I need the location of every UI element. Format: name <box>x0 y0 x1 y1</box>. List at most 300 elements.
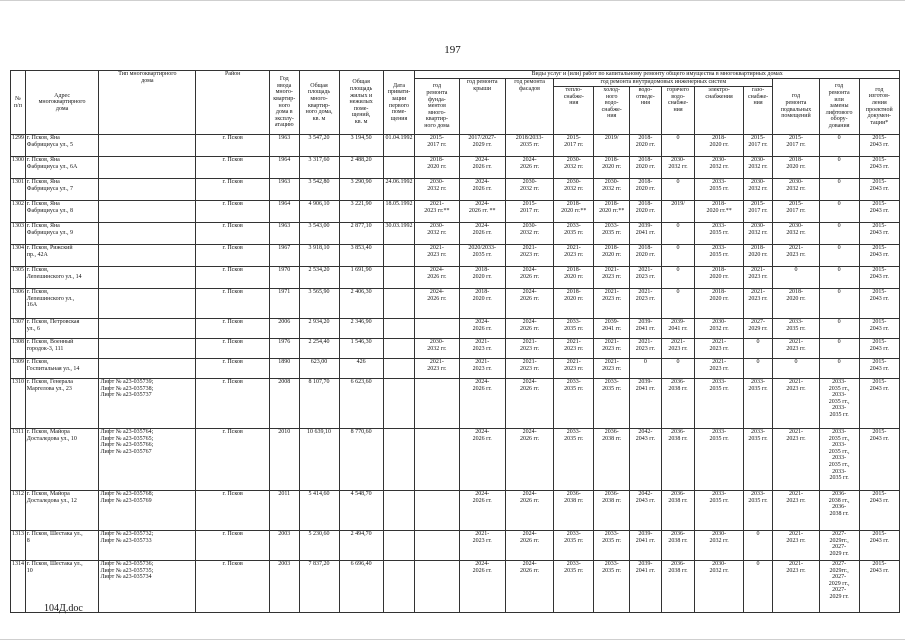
cell-basement: 2021- 2023 гг. <box>773 531 819 561</box>
cell-hot-water: 0 <box>661 267 695 289</box>
cell-foundation: 2030- 2032 гг. <box>415 339 459 359</box>
cell-year: 2011 <box>270 491 299 531</box>
cell-docs: 2015- 2043 гг. <box>859 201 899 223</box>
header-hot-water: горячего водо- снабже- ния <box>661 87 695 135</box>
cell-docs: 2015- 2043 гг. <box>859 245 899 267</box>
cell-lift: 2036- 2038 гг., 2036- 2038 гг. <box>819 491 859 531</box>
cell-roof: 2024- 2026 гг. <box>459 319 505 339</box>
cell-hot-water: 0 <box>661 179 695 201</box>
cell-foundation: 2024- 2026 гг. <box>415 267 459 289</box>
cell-type: Лифт № а23-035739; Лифт № а23-035738; Лифт № а23-035737 <box>99 379 196 429</box>
cell-gas: 2015- 2017 гг. <box>743 135 772 157</box>
cell-electric: 2033- 2035 гг. <box>695 245 743 267</box>
cell-hot-water: 2036- 2038 гг. <box>661 379 695 429</box>
cell-roof: 2024- 2026 гг. <box>459 561 505 613</box>
cell-docs: 2015- 2043 гг. <box>859 531 899 561</box>
cell-residential-area: 2 406,30 <box>339 289 383 319</box>
cell-total-area: 3 565,90 <box>299 289 339 319</box>
cell-no: 1308 <box>11 339 26 359</box>
cell-type <box>99 359 196 379</box>
cell-district: г. Псков <box>196 379 270 429</box>
cell-privatization-date: 01.04.1992 <box>383 135 415 157</box>
cell-no: 1306 <box>11 289 26 319</box>
cell-basement: 0 <box>773 267 819 289</box>
cell-lift: 0 <box>819 157 859 179</box>
cell-basement: 2030- 2032 гг. <box>773 179 819 201</box>
cell-hot-water: 0 <box>661 135 695 157</box>
cell-district: г. Псков <box>196 179 270 201</box>
cell-facade: 2024- 2026 гг. <box>505 157 553 179</box>
cell-heat: 2036- 2038 гг. <box>554 491 594 531</box>
cell-district: г. Псков <box>196 359 270 379</box>
cell-residential-area: 2 488,20 <box>339 157 383 179</box>
cell-privatization-date <box>383 157 415 179</box>
cell-sewer: 2021- 2023 гг. <box>630 339 662 359</box>
cell-roof: 2024- 2026 гг. <box>459 379 505 429</box>
cell-total-area: 3 918,10 <box>299 245 339 267</box>
cell-lift: 2027- 2029гг., 2027- 2029 гг. <box>819 531 859 561</box>
cell-lift: 2033- 2035 гг., 2033- 2035 гг., 2033- 2035 гг., 2033- 2035 гг. <box>819 429 859 491</box>
cell-gas: 2027- 2029 гг. <box>743 319 772 339</box>
table-body <box>11 135 900 613</box>
cell-gas: 2018- 2020 гг. <box>743 245 772 267</box>
cell-residential-area: 426 <box>339 359 383 379</box>
cell-total-area: 3 317,60 <box>299 157 339 179</box>
cell-facade: 2024- 2026 гг. <box>505 429 553 491</box>
cell-district: г. Псков <box>196 491 270 531</box>
cell-heat: 2033- 2035 гг. <box>554 531 594 561</box>
cell-electric: 2033- 2035 гг. <box>695 429 743 491</box>
cell-hot-water: 2021- 2023 гг. <box>661 339 695 359</box>
cell-privatization-date <box>383 289 415 319</box>
cell-docs: 2015- 2043 гг. <box>859 429 899 491</box>
cell-residential-area: 6 623,60 <box>339 379 383 429</box>
cell-facade: 2024- 2026 гг. <box>505 531 553 561</box>
header-works: Виды услуг и (или) работ по капитальному ремонту общего имущества в многоквартирных домах <box>415 71 900 79</box>
cell-district: г. Псков <box>196 339 270 359</box>
cell-no: 1304 <box>11 245 26 267</box>
cell-lift: 0 <box>819 223 859 245</box>
cell-electric: 2021- 2023 гг. <box>695 339 743 359</box>
cell-total-area: 3 543,00 <box>299 223 339 245</box>
cell-lift: 0 <box>819 201 859 223</box>
cell-total-area: 2 254,40 <box>299 339 339 359</box>
cell-type <box>99 319 196 339</box>
cell-year: 2006 <box>270 319 299 339</box>
cell-heat: 2033- 2035 гг. <box>554 561 594 613</box>
cell-roof: 2018- 2020 гг. <box>459 289 505 319</box>
cell-address: г. Псков, Генерала Маргелова ул., 23 <box>25 379 99 429</box>
cell-facade: 2015- 2017 гг. <box>505 201 553 223</box>
cell-sewer: 2021- 2023 гг. <box>630 289 662 319</box>
header-gas: газо- снабже- ния <box>743 87 772 135</box>
cell-cold-water: 2021- 2023 гг. <box>594 267 630 289</box>
cell-hot-water: 2036- 2038 гг. <box>661 429 695 491</box>
cell-foundation: 2015- 2017 гг. <box>415 135 459 157</box>
cell-cold-water: 2030- 2032 гг. <box>594 179 630 201</box>
cell-heat: 2018- 2020 гг.** <box>554 201 594 223</box>
table-row <box>11 339 900 359</box>
cell-type <box>99 267 196 289</box>
table-row <box>11 289 900 319</box>
cell-cold-water: 2033- 2035 гг. <box>594 531 630 561</box>
cell-address: г. Псков, Шестака ул., 10 <box>25 561 99 613</box>
cell-sewer: 0 <box>630 359 662 379</box>
cell-electric: 2033- 2035 гг. <box>695 491 743 531</box>
cell-foundation: 2021- 2023 гг.** <box>415 201 459 223</box>
cell-electric: 2030- 2032 гг. <box>695 319 743 339</box>
cell-gas: 2021- 2023 гг. <box>743 267 772 289</box>
cell-residential-area: 3 194,50 <box>339 135 383 157</box>
cell-address: г. Псков, Петровская ул., 6 <box>25 319 99 339</box>
cell-residential-area: 3 853,40 <box>339 245 383 267</box>
repair-schedule-table <box>10 70 900 613</box>
cell-electric: 2018- 2020 гг. <box>695 267 743 289</box>
table-row <box>11 379 900 429</box>
cell-type <box>99 179 196 201</box>
cell-basement: 2021- 2023 гг. <box>773 379 819 429</box>
cell-sewer: 2018- 2020 гг. <box>630 157 662 179</box>
cell-district: г. Псков <box>196 245 270 267</box>
header-sewer: водо- отведе- ния <box>630 87 662 135</box>
cell-district: г. Псков <box>196 201 270 223</box>
cell-roof: 2018- 2020 гг. <box>459 267 505 289</box>
cell-docs: 2015- 2043 гг. <box>859 179 899 201</box>
cell-facade: 2021- 2023 гг. <box>505 359 553 379</box>
header-systems: год ремонта внутридомовых инженерных систем <box>554 79 773 87</box>
cell-facade: 2024- 2026 гг. <box>505 319 553 339</box>
cell-hot-water: 2036- 2038 гг. <box>661 561 695 613</box>
cell-facade: 2030- 2032 гг. <box>505 179 553 201</box>
cell-roof: 2021- 2023 гг. <box>459 531 505 561</box>
table-row <box>11 267 900 289</box>
cell-basement: 2021- 2023 гг. <box>773 339 819 359</box>
cell-heat: 2033- 2035 гг. <box>554 429 594 491</box>
cell-facade: 2021- 2023 гг. <box>505 339 553 359</box>
cell-electric: 2030- 2032 гг. <box>695 157 743 179</box>
cell-cold-water: 2018- 2020 гг. <box>594 157 630 179</box>
cell-foundation <box>415 429 459 491</box>
table-row <box>11 429 900 491</box>
cell-sewer: 2018- 2020 гг. <box>630 135 662 157</box>
header-lift: год ремонта или замены лифтового обору- дования <box>819 79 859 135</box>
cell-type: Лифт № а23-035764; Лифт № а23-035765; Лифт № а23-035766; Лифт № а23-035767 <box>99 429 196 491</box>
header-electric: электро- снабжения <box>695 87 743 135</box>
cell-roof: 2017/2027- 2029 гг. <box>459 135 505 157</box>
cell-basement: 2018- 2020 гг. <box>773 157 819 179</box>
cell-cold-water: 2021- 2023 гг. <box>594 289 630 319</box>
cell-total-area: 4 906,10 <box>299 201 339 223</box>
cell-cold-water: 2018- 2020 гг. <box>594 245 630 267</box>
cell-year: 1964 <box>270 157 299 179</box>
cell-sewer: 2039- 2041 гг. <box>630 531 662 561</box>
cell-heat: 2033- 2035 гг. <box>554 319 594 339</box>
cell-no: 1301 <box>11 179 26 201</box>
cell-roof: 2024- 2026 гг. <box>459 491 505 531</box>
cell-facade: 2021- 2023 гг. <box>505 245 553 267</box>
table-row <box>11 319 900 339</box>
header-privatization-date: Дата привати- зации первого поме- щения <box>383 71 415 135</box>
header-roof: год ремонта крыши <box>459 79 505 135</box>
cell-lift: 0 <box>819 289 859 319</box>
cell-privatization-date: 30.03.1992 <box>383 223 415 245</box>
cell-sewer: 2039- 2041 гг. <box>630 561 662 613</box>
header-docs: год изготов- ления проектной докумен- тации* <box>859 79 899 135</box>
cell-privatization-date: 18.05.1992 <box>383 201 415 223</box>
cell-district: г. Псков <box>196 223 270 245</box>
cell-address: г. Псков, Майора Досталедова ул., 12 <box>25 491 99 531</box>
cell-basement: 2030- 2032 гг. <box>773 223 819 245</box>
cell-year: 1976 <box>270 339 299 359</box>
cell-total-area: 5 230,60 <box>299 531 339 561</box>
cell-privatization-date <box>383 319 415 339</box>
cell-foundation <box>415 319 459 339</box>
cell-electric: 2030- 2032 гг. <box>695 561 743 613</box>
cell-electric: 2018- 2020 гг.** <box>695 201 743 223</box>
cell-basement: 2021- 2023 гг. <box>773 429 819 491</box>
cell-electric: 2021- 2023 гг. <box>695 359 743 379</box>
header-heat: тепло- снабже- ния <box>554 87 594 135</box>
cell-cold-water: 2021- 2023 гг. <box>594 359 630 379</box>
cell-no: 1313 <box>11 531 26 561</box>
cell-no: 1303 <box>11 223 26 245</box>
cell-facade: 2024- 2026 гг. <box>505 491 553 531</box>
cell-residential-area: 6 696,40 <box>339 561 383 613</box>
cell-lift: 2033- 2035 гг., 2033- 2035 гг., 2033- 2035 гг. <box>819 379 859 429</box>
cell-basement: 2021- 2023 гг. <box>773 561 819 613</box>
cell-privatization-date <box>383 359 415 379</box>
cell-roof: 2021- 2023 гг. <box>459 359 505 379</box>
cell-docs: 2015- 2043 гг. <box>859 319 899 339</box>
cell-residential-area: 8 770,60 <box>339 429 383 491</box>
table-row <box>11 223 900 245</box>
cell-privatization-date <box>383 245 415 267</box>
header-year: Год ввода много- квартир- ного дома в эксплу- атацию <box>270 71 299 135</box>
cell-docs: 2015- 2043 гг. <box>859 157 899 179</box>
cell-gas: 0 <box>743 339 772 359</box>
cell-docs: 2015- 2043 гг. <box>859 379 899 429</box>
cell-hot-water: 2039- 2041 гг. <box>661 319 695 339</box>
cell-hot-water: 0 <box>661 245 695 267</box>
cell-roof: 2021- 2023 гг. <box>459 339 505 359</box>
cell-roof: 2020/2033- 2035 гг. <box>459 245 505 267</box>
cell-heat: 2018- 2020 гг. <box>554 289 594 319</box>
cell-hot-water: 0 <box>661 223 695 245</box>
cell-foundation <box>415 379 459 429</box>
cell-facade: 2024- 2026 гг. <box>505 561 553 613</box>
cell-type <box>99 223 196 245</box>
header-total-area: Общая площадь много- квартир- ного дома, кв. м <box>299 71 339 135</box>
table-row <box>11 245 900 267</box>
cell-residential-area: 2 494,70 <box>339 531 383 561</box>
cell-no: 1312 <box>11 491 26 531</box>
cell-hot-water: 2019/ <box>661 201 695 223</box>
cell-sewer: 2018- 2020 гг. <box>630 201 662 223</box>
cell-address: г. Псков, Майора Досталедова ул., 10 <box>25 429 99 491</box>
cell-district: г. Псков <box>196 429 270 491</box>
cell-address: г. Псков, Лепешинского ул., 14 <box>25 267 99 289</box>
cell-type <box>99 135 196 157</box>
cell-cold-water: 2019/ <box>594 135 630 157</box>
cell-gas: 2021- 2023 гг. <box>743 289 772 319</box>
cell-electric: 2030- 2032 гг. <box>695 531 743 561</box>
cell-gas: 0 <box>743 531 772 561</box>
cell-gas: 0 <box>743 359 772 379</box>
cell-basement: 2018- 2020 гг. <box>773 289 819 319</box>
cell-type <box>99 201 196 223</box>
cell-no: 1310 <box>11 379 26 429</box>
cell-sewer: 2042- 2043 гг. <box>630 491 662 531</box>
cell-cold-water: 2036- 2038 гг. <box>594 429 630 491</box>
cell-type <box>99 289 196 319</box>
cell-total-area: 10 639,10 <box>299 429 339 491</box>
cell-address: г. Псков, Рижский пр., 42А <box>25 245 99 267</box>
cell-foundation: 2030- 2032 гг. <box>415 223 459 245</box>
cell-roof: 2024- 2026 гг. <box>459 179 505 201</box>
cell-type: Лифт № а23-035732; Лифт № а23-035733 <box>99 531 196 561</box>
cell-roof: 2024- 2026 гг. <box>459 429 505 491</box>
cell-basement: 2015- 2017 гг. <box>773 201 819 223</box>
cell-basement: 2033- 2035 гг. <box>773 319 819 339</box>
cell-no: 1300 <box>11 157 26 179</box>
cell-sewer: 2039- 2041 гг. <box>630 379 662 429</box>
cell-total-area: 8 107,70 <box>299 379 339 429</box>
table-row <box>11 491 900 531</box>
cell-year: 1963 <box>270 223 299 245</box>
cell-year: 1971 <box>270 289 299 319</box>
cell-year: 1963 <box>270 179 299 201</box>
cell-hot-water: 0 <box>661 359 695 379</box>
header-foundation: год ремонта фунда- ментов много- квартир- ного дома <box>415 79 459 135</box>
cell-basement: 2021- 2023 гг. <box>773 491 819 531</box>
cell-sewer: 2039- 2041 гг. <box>630 319 662 339</box>
cell-gas: 0 <box>743 561 772 613</box>
cell-address: г. Псков, Яна Фабрициуса ул., 9 <box>25 223 99 245</box>
cell-electric: 2033- 2035 гг. <box>695 179 743 201</box>
cell-lift: 0 <box>819 245 859 267</box>
header-district: Район <box>196 71 270 135</box>
cell-district: г. Псков <box>196 531 270 561</box>
cell-address: г. Псков, Яна Фабрициуса ул., 5 <box>25 135 99 157</box>
cell-type <box>99 245 196 267</box>
header-address: Адрес многоквартирного дома <box>25 71 99 135</box>
cell-foundation: 2018- 2020 гг. <box>415 157 459 179</box>
cell-electric: 2018- 2020 гг. <box>695 135 743 157</box>
cell-heat: 2018- 2020 гг. <box>554 267 594 289</box>
cell-foundation: 2021- 2023 гг. <box>415 245 459 267</box>
cell-cold-water: 2036- 2038 гг. <box>594 491 630 531</box>
cell-docs: 2015- 2043 гг. <box>859 267 899 289</box>
cell-no: 1299 <box>11 135 26 157</box>
cell-docs: 2015- 2043 гг. <box>859 491 899 531</box>
cell-address: г. Псков, Госпитальная ул., 14 <box>25 359 99 379</box>
cell-cold-water: 2021- 2023 гг. <box>594 339 630 359</box>
cell-docs: 2015- 2043 гг. <box>859 339 899 359</box>
cell-privatization-date <box>383 267 415 289</box>
cell-docs: 2015- 2043 гг. <box>859 135 899 157</box>
cell-docs: 2015- 2043 гг. <box>859 289 899 319</box>
table-row <box>11 179 900 201</box>
cell-lift: 0 <box>819 135 859 157</box>
cell-gas: 2033- 2035 гг. <box>743 379 772 429</box>
header-residential-area: Общая площадь жилых и нежилых поме- щений, кв. м <box>339 71 383 135</box>
cell-electric: 2033- 2035 гг. <box>695 379 743 429</box>
cell-sewer: 2018- 2020 гг. <box>630 179 662 201</box>
header-basement: год ремонта подвальных помещений <box>773 79 819 135</box>
cell-electric: 2018- 2020 гг. <box>695 289 743 319</box>
cell-address: г. Псков, Яна Фабрициуса ул., 8 <box>25 201 99 223</box>
cell-lift: 0 <box>819 179 859 201</box>
cell-roof: 2024- 2026 гг. <box>459 223 505 245</box>
cell-foundation: 2021- 2023 гг. <box>415 359 459 379</box>
cell-total-area: 3 542,80 <box>299 179 339 201</box>
cell-lift: 0 <box>819 339 859 359</box>
table-row <box>11 359 900 379</box>
cell-docs: 2015- 2043 гг. <box>859 561 899 613</box>
cell-heat: 2015- 2017 гг. <box>554 135 594 157</box>
cell-sewer: 2018- 2020 гг. <box>630 245 662 267</box>
cell-year: 1963 <box>270 135 299 157</box>
cell-no: 1305 <box>11 267 26 289</box>
cell-type <box>99 157 196 179</box>
page-number: 197 <box>444 44 461 56</box>
cell-total-area: 623,00 <box>299 359 339 379</box>
cell-district: г. Псков <box>196 289 270 319</box>
cell-electric: 2033- 2035 гг. <box>695 223 743 245</box>
header-cold-water: холод- ного водо- снабже- ния <box>594 87 630 135</box>
cell-foundation: 2024- 2026 гг. <box>415 289 459 319</box>
cell-address: г. Псков, Военный городок-3, 111 <box>25 339 99 359</box>
cell-gas: 2033- 2035 гг. <box>743 429 772 491</box>
cell-cold-water: 2033- 2035 гг. <box>594 561 630 613</box>
cell-type: Лифт № а23-035768; Лифт № а23-035769 <box>99 491 196 531</box>
cell-facade: 2024- 2026 гг. <box>505 289 553 319</box>
cell-basement: 2021- 2023 гг. <box>773 245 819 267</box>
cell-hot-water: 0 <box>661 289 695 319</box>
header-type: Тип многоквартирного дома <box>99 71 196 135</box>
cell-sewer: 2021- 2023 гг. <box>630 267 662 289</box>
cell-facade: 2030- 2032 гг. <box>505 223 553 245</box>
cell-year: 1967 <box>270 245 299 267</box>
cell-residential-area: 4 548,70 <box>339 491 383 531</box>
cell-heat: 2033- 2035 гг. <box>554 379 594 429</box>
cell-residential-area: 3 290,90 <box>339 179 383 201</box>
cell-foundation <box>415 491 459 531</box>
cell-basement: 0 <box>773 359 819 379</box>
cell-gas: 2015- 2017 гг. <box>743 201 772 223</box>
cell-docs: 2015- 2043 гг. <box>859 223 899 245</box>
cell-cold-water: 2039- 2041 гг. <box>594 319 630 339</box>
cell-residential-area: 2 877,10 <box>339 223 383 245</box>
cell-cold-water: 2033- 2035 гг. <box>594 223 630 245</box>
cell-facade: 2018/2033- 2035 гг. <box>505 135 553 157</box>
cell-privatization-date <box>383 339 415 359</box>
cell-sewer: 2042- 2043 гг. <box>630 429 662 491</box>
cell-heat: 2021- 2023 гг. <box>554 339 594 359</box>
cell-total-area: 5 414,60 <box>299 491 339 531</box>
cell-privatization-date: 24.06.1992 <box>383 179 415 201</box>
cell-heat: 2021- 2023 гг. <box>554 359 594 379</box>
cell-lift: 2027- 2029гг., 2027- 2029 гг., 2027- 2029 гг. <box>819 561 859 613</box>
cell-residential-area: 1 546,30 <box>339 339 383 359</box>
cell-address: г. Псков, Яна Фабрициуса ул., 6А <box>25 157 99 179</box>
cell-privatization-date <box>383 429 415 491</box>
cell-foundation: 2030- 2032 гг. <box>415 179 459 201</box>
cell-lift: 0 <box>819 359 859 379</box>
cell-roof: 2024- 2026 гг. ** <box>459 201 505 223</box>
cell-lift: 0 <box>819 267 859 289</box>
cell-hot-water: 2036- 2038 гг. <box>661 491 695 531</box>
